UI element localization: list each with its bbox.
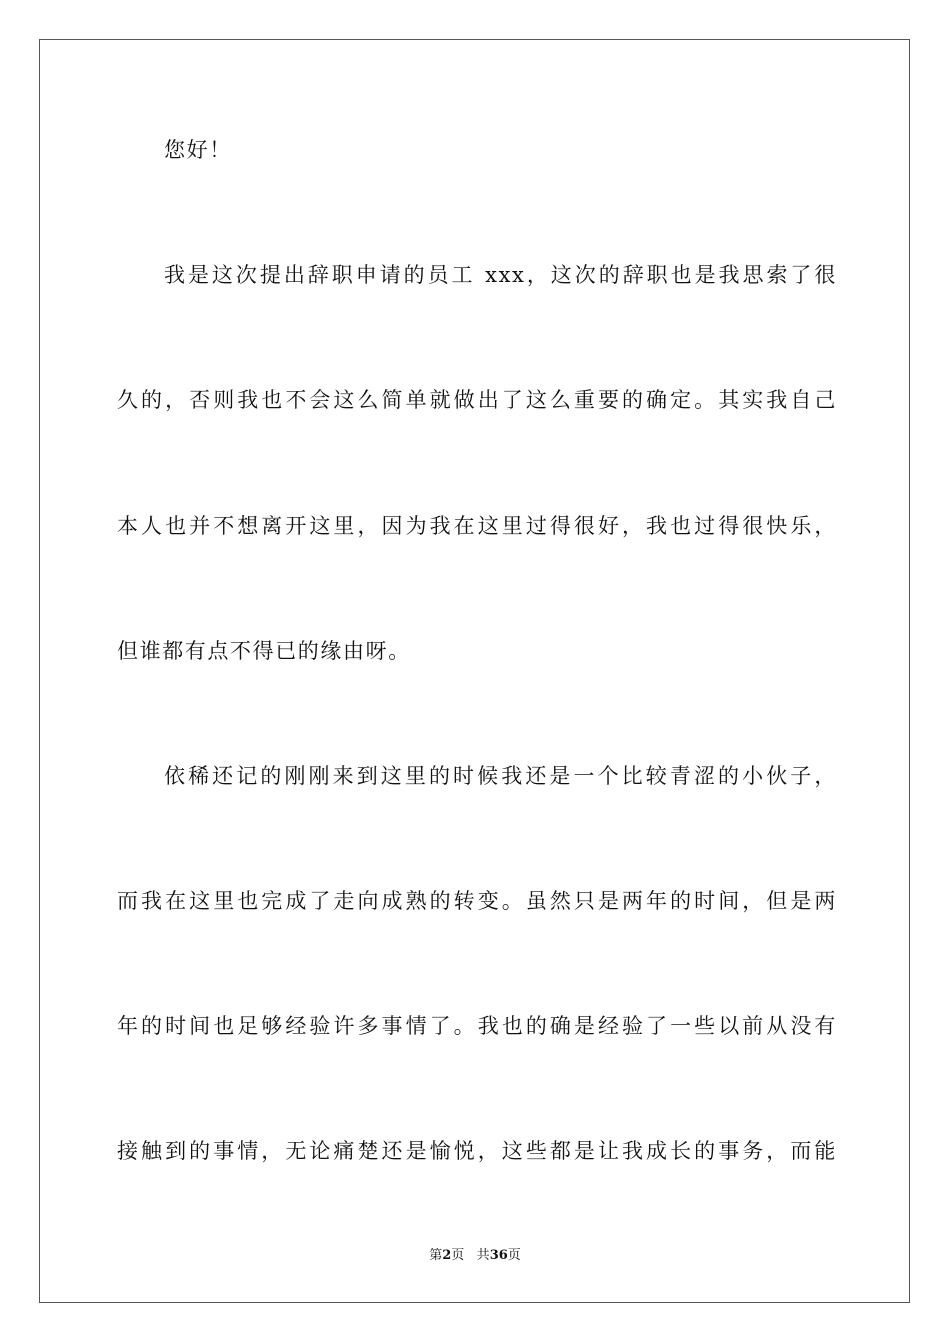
paragraph-1-line-4: 但谁都有点不得已的缘由呀。 bbox=[117, 639, 411, 663]
page-footer bbox=[0, 1247, 950, 1265]
page-label-suffix: 页 bbox=[451, 1248, 465, 1263]
paragraph-2-line-2: 而我在这里也完成了走向成熟的转变。虽然只是两年的时间，但是两 bbox=[117, 889, 837, 913]
total-label-prefix: 共 bbox=[476, 1248, 490, 1263]
paragraph-2-line-1: 依稀还记的刚刚来到这里的时候我还是一个比较青涩的小伙子， bbox=[164, 764, 837, 788]
paragraph-1-line-2: 久的，否则我也不会这么简单就做出了这么重要的确定。其实我自己 bbox=[117, 388, 837, 412]
paragraph-2-line-3: 年的时间也足够经验许多事情了。我也的确是经验了一些以前从没有 bbox=[117, 1014, 837, 1038]
paragraph-1-line-1: 我是这次提出辞职申请的员工 xxx，这次的辞职也是我思索了很 bbox=[164, 263, 837, 287]
paragraph-2-line-4: 接触到的事情，无论痛楚还是愉悦，这些都是让我成长的事务，而能 bbox=[117, 1139, 837, 1163]
greeting-line: 您好！ bbox=[164, 138, 232, 162]
total-label-suffix: 页 bbox=[507, 1248, 521, 1263]
page-number: 2 bbox=[442, 1248, 452, 1263]
page-border bbox=[39, 39, 910, 1303]
paragraph-1-line-3: 本人也并不想离开这里，因为我在这里过得很好，我也过得很快乐， bbox=[117, 514, 837, 538]
total-pages: 36 bbox=[489, 1248, 508, 1263]
page-label-prefix: 第 bbox=[429, 1248, 443, 1263]
